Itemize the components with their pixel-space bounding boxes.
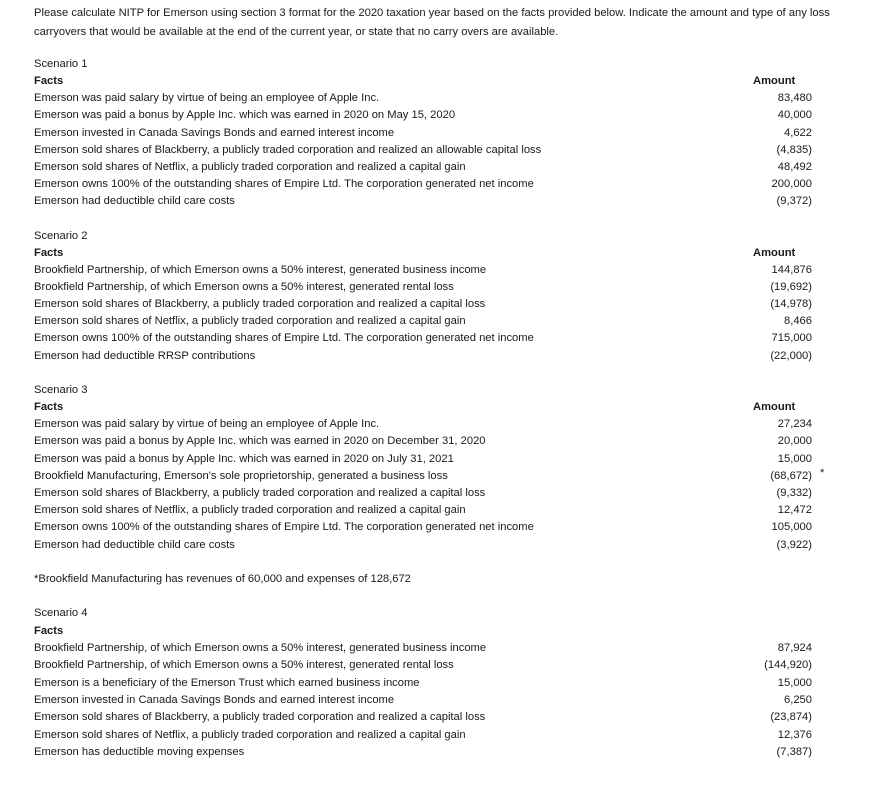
fact-amount: 105,000: [771, 521, 812, 533]
fact-amount: 15,000: [777, 677, 812, 689]
fact-amount: (9,372): [776, 195, 812, 207]
fact-text: Emerson sold shares of Netflix, a publicly traded corporation and realized a capital gain: [34, 729, 466, 741]
facts-heading: Facts: [34, 75, 64, 87]
fact-text: Emerson invested in Canada Savings Bonds and earned interest income: [34, 127, 395, 139]
fact-text: Brookfield Partnership, of which Emerson owns a 50% interest, generated rental loss: [34, 659, 454, 671]
fact-amount: (9,332): [776, 487, 812, 499]
scenario-title: Scenario 4: [34, 607, 88, 619]
fact-text: Emerson sold shares of Blackberry, a publicly traded corporation and realized an allowable capital loss: [34, 144, 542, 156]
fact-amount: (7,387): [776, 746, 812, 758]
fact-amount: 6,250: [784, 694, 812, 706]
fact-text: Emerson had deductible child care costs: [34, 539, 235, 551]
fact-amount: 87,924: [777, 642, 812, 654]
fact-text: Emerson sold shares of Netflix, a publicly traded corporation and realized a capital gain: [34, 504, 466, 516]
fact-amount: (3,922): [776, 539, 812, 551]
amount-heading: Amount: [753, 401, 796, 413]
fact-amount: 144,876: [771, 264, 812, 276]
fact-amount: (23,874): [770, 711, 812, 723]
fact-text: Emerson sold shares of Blackberry, a publicly traded corporation and realized a capital loss: [34, 487, 486, 499]
fact-amount: (68,672): [770, 470, 812, 482]
fact-amount: 12,472: [777, 504, 812, 516]
fact-amount: 200,000: [771, 178, 812, 190]
scenario-title: Scenario 2: [34, 230, 88, 242]
scenario-title: Scenario 1: [34, 58, 88, 70]
instructions: Please calculate NITP for Emerson using section 3 format for the 2020 taxation year based on the facts provided below. Indicate the amount and type of any loss carryovers that would be available at the end of the current year, or state that no carry overs are available.: [34, 7, 830, 38]
facts-heading: Facts: [34, 401, 64, 413]
fact-amount: 715,000: [771, 332, 812, 344]
fact-text: Emerson sold shares of Blackberry, a publicly traded corporation and realized a capital loss: [34, 298, 486, 310]
fact-text: Emerson sold shares of Blackberry, a publicly traded corporation and realized a capital loss: [34, 711, 486, 723]
fact-text: Brookfield Manufacturing, Emerson's sole proprietorship, generated a business loss: [34, 470, 448, 482]
fact-amount: 20,000: [777, 435, 812, 447]
fact-amount: 27,234: [777, 418, 812, 430]
facts-heading: Facts: [34, 625, 64, 637]
fact-amount: 8,466: [784, 315, 812, 327]
fact-text: Emerson is a beneficiary of the Emerson Trust which earned business income: [34, 677, 420, 689]
footnote: *Brookfield Manufacturing has revenues of 60,000 and expenses of 128,672: [34, 573, 411, 585]
fact-text: Emerson owns 100% of the outstanding shares of Empire Ltd. The corporation generated net income: [34, 332, 534, 344]
fact-amount: 15,000: [777, 453, 812, 465]
fact-amount: 83,480: [777, 92, 812, 104]
amount-heading: Amount: [753, 75, 796, 87]
fact-amount: (14,978): [770, 298, 812, 310]
fact-text: Emerson was paid salary by virtue of being an employee of Apple Inc.: [34, 418, 380, 430]
fact-text: Emerson had deductible child care costs: [34, 195, 235, 207]
fact-text: Emerson sold shares of Netflix, a publicly traded corporation and realized a capital gain: [34, 315, 466, 327]
fact-text: Emerson has deductible moving expenses: [34, 746, 245, 758]
fact-amount: 4,622: [784, 127, 812, 139]
facts-heading: Facts: [34, 247, 64, 259]
fact-text: Emerson was paid salary by virtue of being an employee of Apple Inc.: [34, 92, 380, 104]
scenario-title: Scenario 3: [34, 384, 88, 396]
fact-amount: (19,692): [770, 281, 812, 293]
fact-text: Emerson was paid a bonus by Apple Inc. which was earned in 2020 on May 15, 2020: [34, 109, 456, 121]
fact-text: Emerson invested in Canada Savings Bonds and earned interest income: [34, 694, 395, 706]
fact-amount: 48,492: [777, 161, 812, 173]
fact-text: Emerson sold shares of Netflix, a publicly traded corporation and realized a capital gain: [34, 161, 466, 173]
fact-text: Brookfield Partnership, of which Emerson owns a 50% interest, generated business income: [34, 264, 487, 276]
fact-text: Brookfield Partnership, of which Emerson owns a 50% interest, generated rental loss: [34, 281, 454, 293]
fact-amount: 40,000: [777, 109, 812, 121]
fact-text: Emerson owns 100% of the outstanding shares of Empire Ltd. The corporation generated net income: [34, 178, 534, 190]
fact-amount: (4,835): [776, 144, 812, 156]
fact-text: Emerson was paid a bonus by Apple Inc. which was earned in 2020 on July 31, 2021: [34, 453, 454, 465]
fact-text: Brookfield Partnership, of which Emerson owns a 50% interest, generated business income: [34, 642, 487, 654]
fact-amount: (144,920): [764, 659, 812, 671]
fact-amount: (22,000): [770, 350, 812, 362]
fact-amount: 12,376: [777, 729, 812, 741]
fact-text: Emerson had deductible RRSP contributions: [34, 350, 256, 362]
footnote-marker: *: [820, 467, 825, 479]
fact-text: Emerson owns 100% of the outstanding shares of Empire Ltd. The corporation generated net income: [34, 521, 534, 533]
fact-text: Emerson was paid a bonus by Apple Inc. which was earned in 2020 on December 31, 2020: [34, 435, 486, 447]
amount-heading: Amount: [753, 247, 796, 259]
